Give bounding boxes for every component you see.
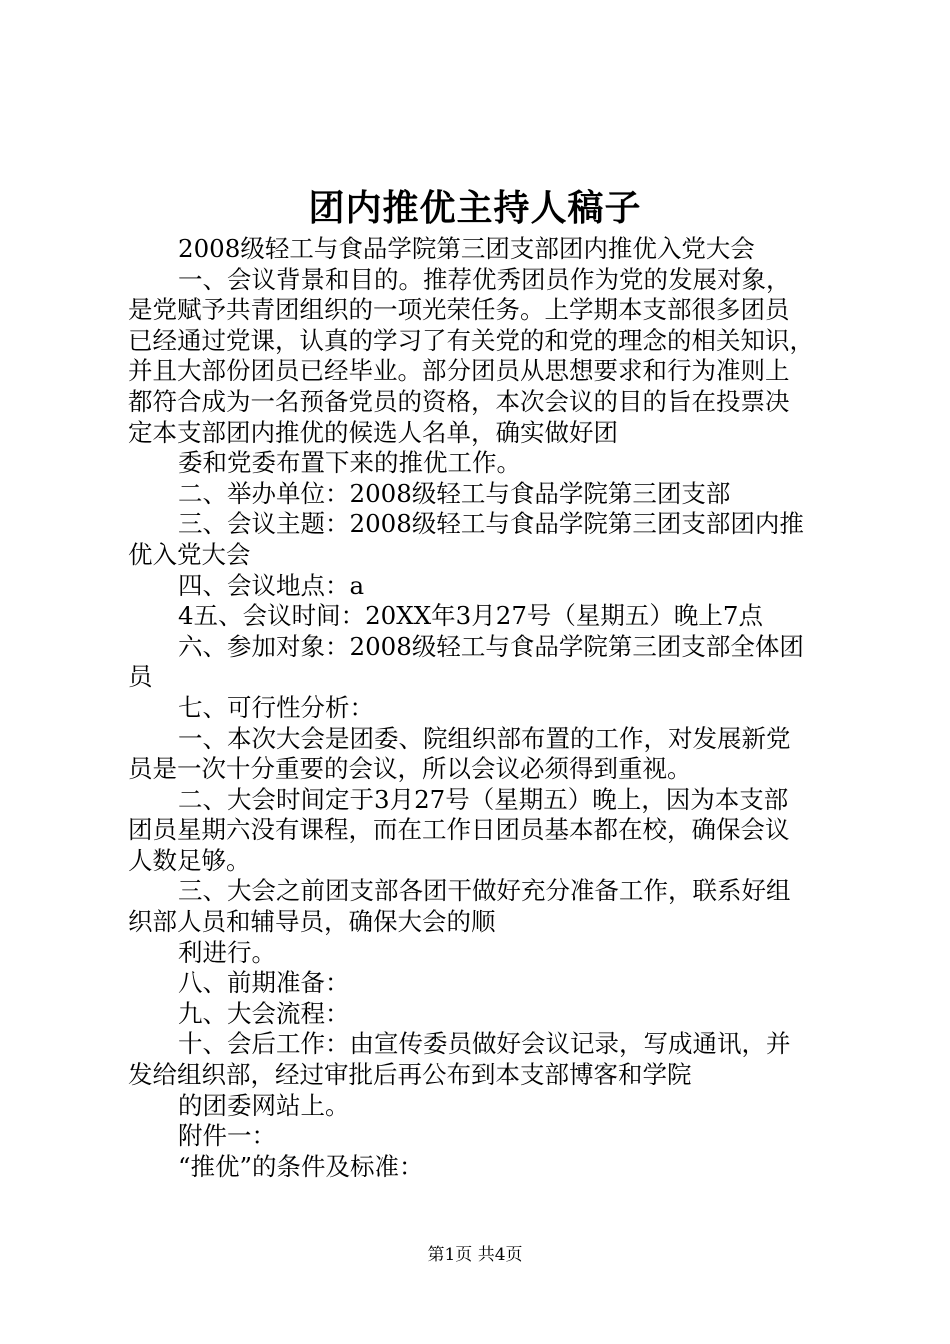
text-line: 利进行。 bbox=[178, 937, 276, 967]
text-line: 定本支部团内推优的候选人名单，确实做好团 bbox=[128, 417, 618, 447]
text-line: “推优”的条件及标准： bbox=[178, 1151, 424, 1181]
text-line: 4五、会议时间：20XX年3月27号（星期五）晚上7点 bbox=[178, 601, 763, 631]
text-line: 附件一： bbox=[178, 1121, 276, 1151]
text-line: 已经通过党课，认真的学习了有关党的和党的理念的相关知识， bbox=[128, 325, 814, 355]
text-line: 九、大会流程： bbox=[178, 998, 350, 1028]
text-line: 优入党大会 bbox=[128, 539, 251, 569]
text-line: 织部人员和辅导员，确保大会的顺 bbox=[128, 907, 496, 937]
text-line: 发给组织部，经过审批后再公布到本支部博客和学院 bbox=[128, 1060, 692, 1090]
page-footer: 第1页 共4页 bbox=[427, 1245, 523, 1265]
document-title: 团内推优主持人稿子 bbox=[308, 187, 642, 229]
text-line: 三、会议主题：2008级轻工与食品学院第三团支部团内推 bbox=[178, 509, 804, 539]
text-line: 六、参加对象：2008级轻工与食品学院第三团支部全体团 bbox=[178, 631, 804, 661]
text-line: 2008级轻工与食品学院第三团支部团内推优入党大会 bbox=[178, 234, 755, 263]
text-line: 十、会后工作：由宣传委员做好会议记录，写成通讯，并 bbox=[178, 1029, 791, 1059]
text-line: 是党赋予共青团组织的一项光荣任务。上学期本支部很多团员 bbox=[128, 295, 790, 325]
text-line: 员是一次十分重要的会议，所以会议必须得到重视。 bbox=[128, 754, 692, 784]
text-line: 八、前期准备： bbox=[178, 968, 350, 998]
document-body bbox=[128, 234, 838, 1182]
text-line: 团员星期六没有课程，而在工作日团员基本都在校，确保会议 bbox=[128, 815, 790, 845]
text-line: 都符合成为一名预备党员的资格，本次会议的目的旨在投票决 bbox=[128, 386, 790, 416]
text-line: 人数足够。 bbox=[128, 845, 251, 875]
text-line: 二、大会时间定于3月27号（星期五）晚上，因为本支部 bbox=[178, 784, 789, 814]
text-line: 委和党委布置下来的推优工作。 bbox=[178, 448, 521, 478]
text-line: 三、大会之前团支部各团干做好充分准备工作，联系好组 bbox=[178, 876, 791, 906]
text-line: 员 bbox=[128, 662, 153, 692]
text-line: 二、举办单位：2008级轻工与食品学院第三团支部 bbox=[178, 478, 731, 508]
text-line: 的团委网站上。 bbox=[178, 1090, 350, 1120]
text-line: 一、本次大会是团委、院组织部布置的工作，对发展新党 bbox=[178, 723, 791, 753]
text-line: 并且大部份团员已经毕业。部分团员从思想要求和行为准则上 bbox=[128, 356, 790, 386]
text-line: 四、会议地点：a bbox=[178, 570, 365, 600]
text-line: 一、会议背景和目的。推荐优秀团员作为党的发展对象， bbox=[178, 264, 791, 294]
text-line: 七、可行性分析： bbox=[178, 692, 374, 722]
